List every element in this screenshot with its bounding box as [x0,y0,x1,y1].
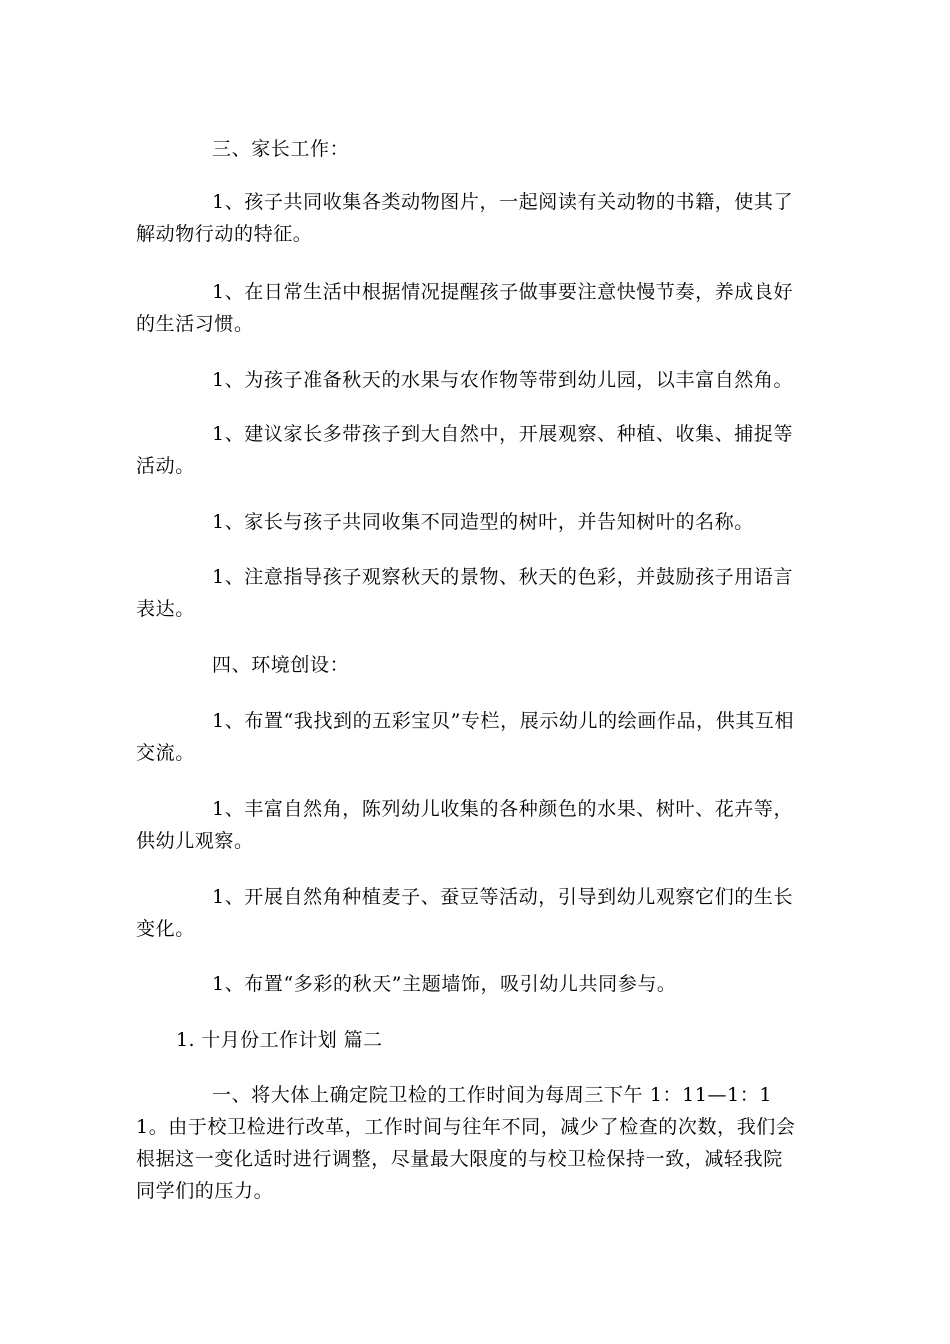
environment-item-4: 1、布置“多彩的秋天”主题墙饰，吸引幼儿共同参与。 [212,973,677,995]
parent-work-item-6: 1、注意指导孩子观察秋天的景物、秋天的色彩，并鼓励孩子用语言表达。 [136,566,794,620]
environment-item-3: 1、开展自然角种植麦子、蚕豆等活动，引导到幼儿观察它们的生长变化。 [136,886,794,940]
section-4-heading: 四、环境创设： [212,654,350,676]
parent-work-item-4: 1、建议家长多带孩子到大自然中，开展观察、种植、收集、捕捉等活动。 [136,423,794,477]
environment-item-1: 1、布置“我找到的五彩宝贝”专栏，展示幼儿的绘画作品，供其互相交流。 [136,710,795,764]
environment-item-2: 1、丰富自然角，陈列幼儿收集的各种颜色的水果、树叶、花卉等，供幼儿观察。 [136,798,794,852]
parent-work-item-2: 1、在日常生活中根据情况提醒孩子做事要注意快慢节奏，养成良好的生活习惯。 [136,281,794,335]
parent-work-item-3: 1、为孩子准备秋天的水果与农作物等带到幼儿园，以丰富自然角。 [212,369,794,391]
part-2-paragraph: 一、将大体上确定院卫检的工作时间为每周三下午 1：11—1：11。由于校卫检进行改革，工作时间与往年不同，减少了检查的次数，我们会根据这一变化适时进行调整，尽量最大限度的与校卫检保持一致，减轻我院同学们的压力。 [136,1084,796,1202]
parent-work-item-5: 1、家长与孩子共同收集不同造型的树叶，并告知树叶的名称。 [212,511,754,533]
parent-work-item-1: 1、孩子共同收集各类动物图片，一起阅读有关动物的书籍，使其了解动物行动的特征。 [136,191,794,245]
part-2-title: 1. 十月份工作计划 篇二 [176,1029,383,1051]
section-3-heading: 三、家长工作： [212,138,350,160]
